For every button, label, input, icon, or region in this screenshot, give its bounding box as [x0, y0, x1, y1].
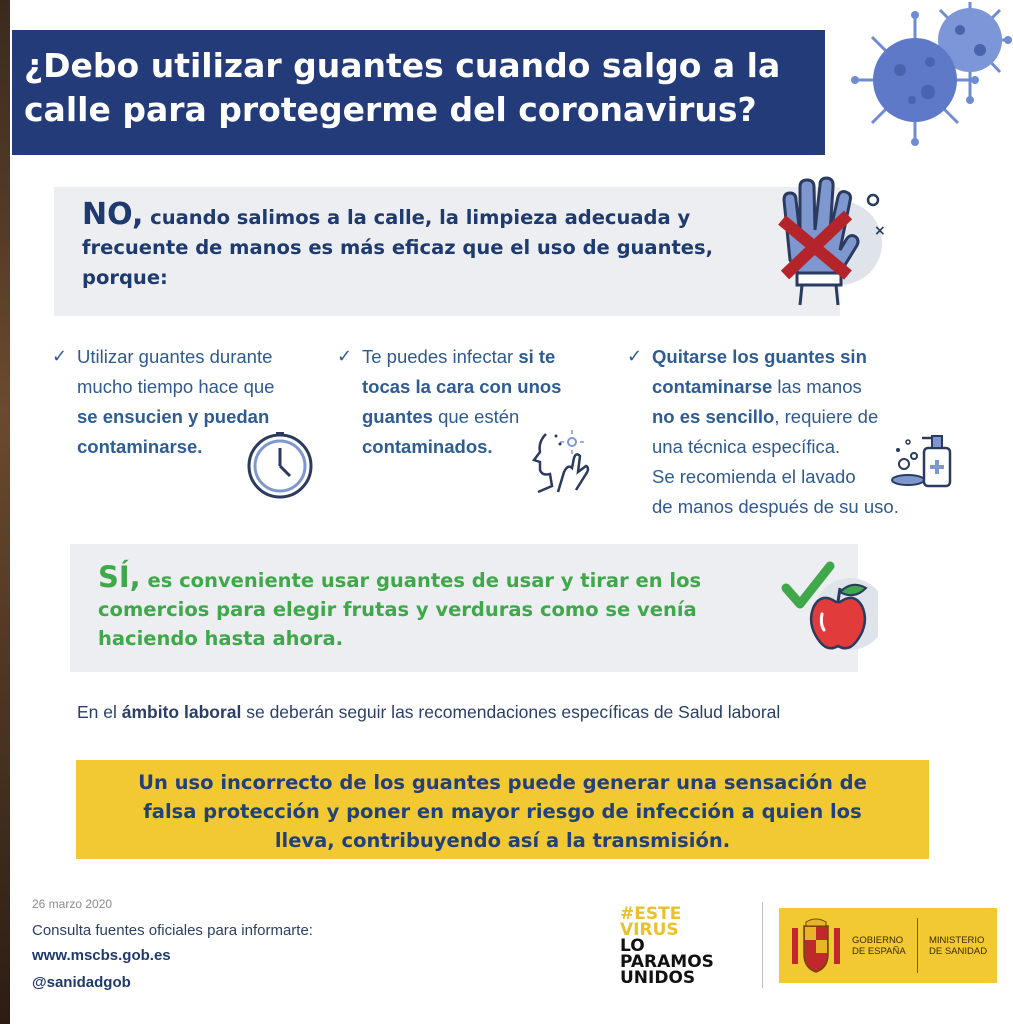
laboral-bold: ámbito laboral: [121, 702, 242, 722]
reason-1-line-2: mucho tiempo hace que: [77, 376, 275, 397]
reason-3-line-2a: contaminarse: [652, 376, 773, 397]
reason-1-line-3: se ensucien y puedan: [77, 406, 270, 427]
title-line-2: calle para protegerme del coronavirus?: [24, 90, 757, 129]
laboral-pre: En el: [77, 702, 122, 722]
checkmark-icon: ✓: [337, 346, 353, 367]
reason-3-line-5: Se recomienda el lavado: [652, 466, 856, 487]
si-line-1: es conveniente usar guantes de usar y tirar en los: [140, 569, 702, 592]
warning-line-2: falsa protección y poner en mayor riesgo de infección a quien los: [143, 800, 862, 823]
reason-3-line-3a: no es sencillo: [652, 406, 775, 427]
checkmark-icon: ✓: [52, 346, 68, 367]
reason-2-line-1b: si te: [518, 346, 556, 367]
checkmark-icon: ✓: [627, 346, 643, 367]
reason-1-line-1: Utilizar guantes durante: [77, 346, 273, 367]
gob-line-1: GOBIERNO: [852, 935, 904, 946]
gobierno-label: [852, 935, 906, 957]
si-line-3: haciendo hasta ahora.: [98, 627, 344, 650]
no-lead: NO,: [82, 197, 144, 232]
ministerio-label: [929, 935, 987, 957]
title-line-1: ¿Debo utilizar guantes cuando salgo a la: [24, 46, 781, 85]
reason-2-line-1a: Te puedes infectar: [362, 346, 519, 367]
no-section-text: [82, 197, 772, 293]
no-line-3: porque:: [82, 266, 168, 289]
reason-3-line-3b: , requiere de: [774, 406, 879, 427]
reason-2-line-3a: guantes: [362, 406, 433, 427]
social-handle[interactable]: @sanidadgob: [32, 974, 131, 991]
reason-2-line-4: contaminados.: [362, 436, 493, 457]
svg-text:×: ×: [874, 223, 886, 239]
gob-line-2: DE ESPAÑA: [852, 946, 906, 957]
reason-3-line-2b: las manos: [772, 376, 862, 397]
hashtag-line-3: LO: [620, 936, 645, 956]
reason-3-line-1: Quitarse los guantes sin: [652, 346, 867, 367]
hashtag-line-4: PARAMOS: [620, 952, 714, 972]
reason-2-line-2: tocas la cara con unos: [362, 376, 562, 397]
website-link[interactable]: www.mscbs.gob.es: [32, 947, 171, 964]
coat-of-arms-icon: [790, 918, 842, 974]
gob-separator: [917, 918, 918, 973]
warning-text: [90, 768, 915, 855]
hashtag-line-5: UNIDOS: [620, 968, 696, 988]
footer-divider: [762, 902, 763, 988]
campaign-hashtag-logo: [620, 906, 714, 986]
crossed-glove-icon: [770, 175, 890, 310]
face-touch-icon: [528, 428, 590, 496]
hashtag-line-1: #ESTE: [620, 904, 682, 924]
min-line-2: DE SANIDAD: [929, 946, 988, 957]
si-section-text: [98, 560, 778, 653]
no-line-2: frecuente de manos es más eficaz que el uso de guantes,: [82, 236, 714, 259]
warning-line-1: Un uso incorrecto de los guantes puede generar una sensación de: [138, 771, 867, 794]
publication-date: 26 marzo 2020: [32, 897, 113, 911]
reason-3-line-6: de manos después de su uso.: [652, 496, 899, 517]
no-line-1: cuando salimos a la calle, la limpieza adecuada y: [143, 206, 691, 229]
consulta-text: Consulta fuentes oficiales para informarte:: [32, 922, 313, 939]
clock-icon: [246, 430, 314, 500]
left-edge-strip: [0, 0, 10, 1024]
reason-2: [362, 342, 632, 462]
si-lead: SÍ,: [98, 560, 141, 594]
si-line-2: comercios para elegir frutas y verduras como se venía: [98, 598, 697, 621]
min-line-1: MINISTERIO: [929, 935, 985, 946]
virus-icon: [850, 0, 1013, 150]
soap-dispenser-icon: [888, 424, 954, 490]
reason-1-line-4: contaminarse.: [77, 436, 203, 457]
laboral-note: [77, 702, 957, 723]
apple-icon: [778, 558, 878, 658]
laboral-post: se deberán seguir las recomendaciones específicas de Salud laboral: [241, 702, 781, 722]
warning-line-3: lleva, contribuyendo así a la transmisión.: [274, 829, 731, 852]
page-title: [24, 44, 824, 132]
hashtag-line-2: VIRUS: [620, 920, 679, 940]
reason-2-line-3b: que estén: [432, 406, 520, 427]
reason-3-line-4: una técnica específica.: [652, 436, 841, 457]
